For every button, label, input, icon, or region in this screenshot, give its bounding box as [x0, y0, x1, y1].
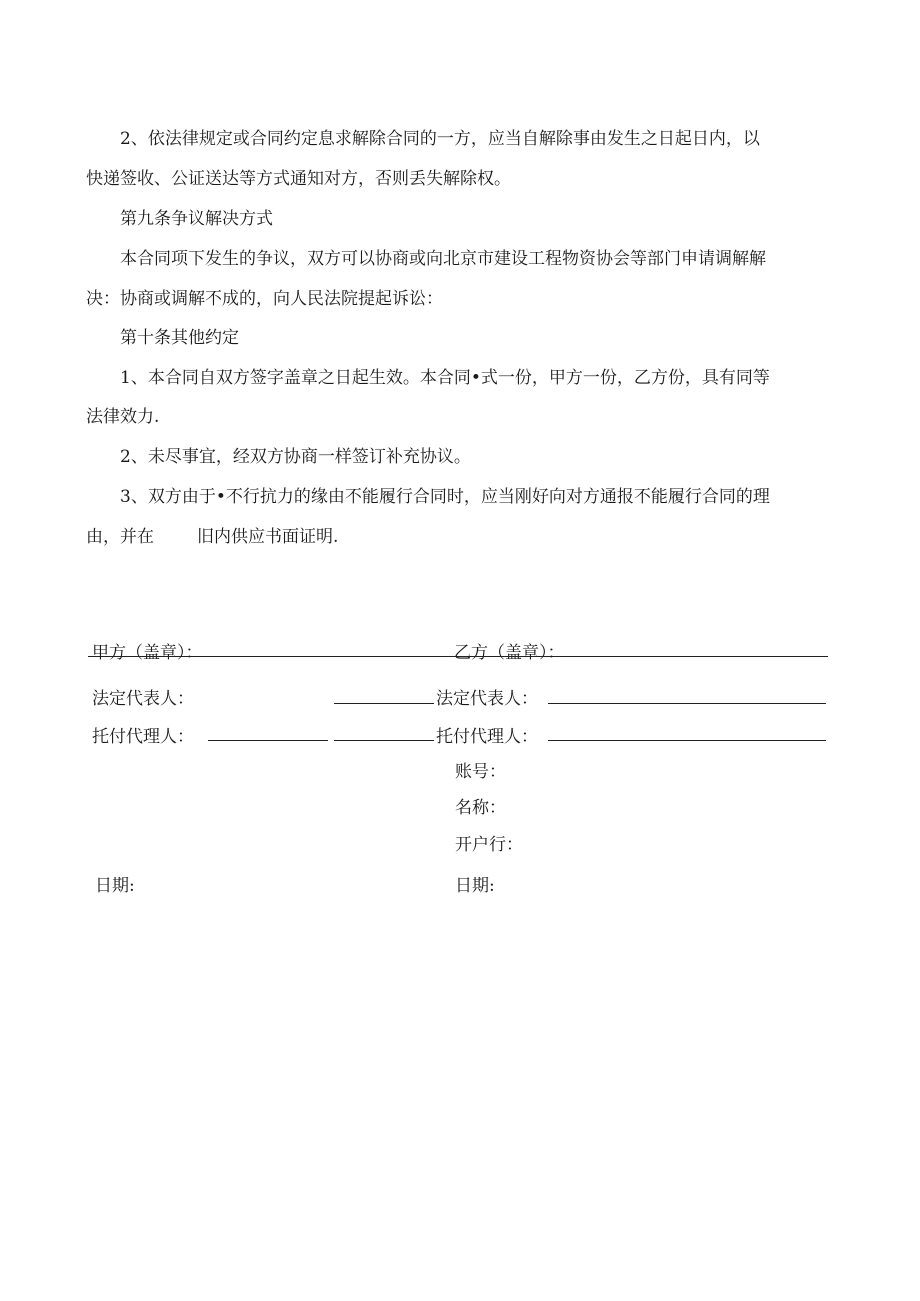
name-label: 名称： — [455, 798, 506, 818]
clause-8-item-2-line-2: 快递签收、公证送达等方式通知对方，否则丢失解除权。 — [86, 169, 511, 189]
clause-10-item-1-line-2: 法律效力. — [86, 407, 160, 427]
party-a-agent-line-2 — [334, 740, 434, 741]
party-b-agent-line — [548, 740, 826, 741]
clause-9-line-2: 决：协商或调解不成的，向人民法院提起诉讼： — [86, 289, 443, 309]
account-label: 账号： — [455, 762, 506, 782]
party-a-agent-label: 托付代理人： — [92, 727, 194, 747]
seal-line — [88, 656, 828, 657]
party-b-agent-label: 托付代理人： — [436, 727, 538, 747]
party-a-agent-line-1 — [208, 740, 328, 741]
clause-10-item-3-line-1: 3、双方由于•不行抗力的缘由不能履行合同时，应当刚好向对方通报不能履行合同的理 — [120, 487, 770, 507]
party-b-seal-label: 乙方（盖章）： — [454, 643, 565, 663]
clause-10-heading: 第十条其他约定 — [120, 328, 239, 348]
clause-9-heading: 第九条争议解决方式 — [120, 209, 273, 229]
party-a-seal-label: 甲方（盖章）： — [92, 643, 203, 663]
clause-10-item-3-line-2-end: 旧内供应书面证明. — [197, 527, 339, 547]
party-b-date-label: 日期: — [455, 876, 495, 896]
clause-10-item-1-line-1: 1、本合同自双方签字盖章之日起生效。本合同•式一份，甲方一份，乙方份，具有同等 — [120, 368, 770, 388]
clause-10-item-3-line-2-start: 由，并在 — [86, 527, 154, 547]
clause-9-line-1: 本合同项下发生的争议，双方可以协商或向北京市建设工程物资协会等部门申请调解解 — [120, 249, 766, 269]
clause-8-item-2-line-1: 2、依法律规定或合同约定息求解除合同的一方，应当自解除事由发生之日起日内，以 — [120, 129, 760, 149]
party-b-legal-rep-line — [548, 703, 826, 704]
clause-10-item-2: 2、未尽事宜，经双方协商一样签订补充协议。 — [120, 447, 471, 467]
party-a-date-label: 日期: — [95, 876, 135, 896]
party-b-legal-rep-label: 法定代表人： — [436, 689, 538, 709]
party-a-legal-rep-line — [334, 703, 434, 704]
party-a-legal-rep-label: 法定代表人： — [92, 689, 194, 709]
bank-label: 开户行： — [455, 835, 523, 855]
